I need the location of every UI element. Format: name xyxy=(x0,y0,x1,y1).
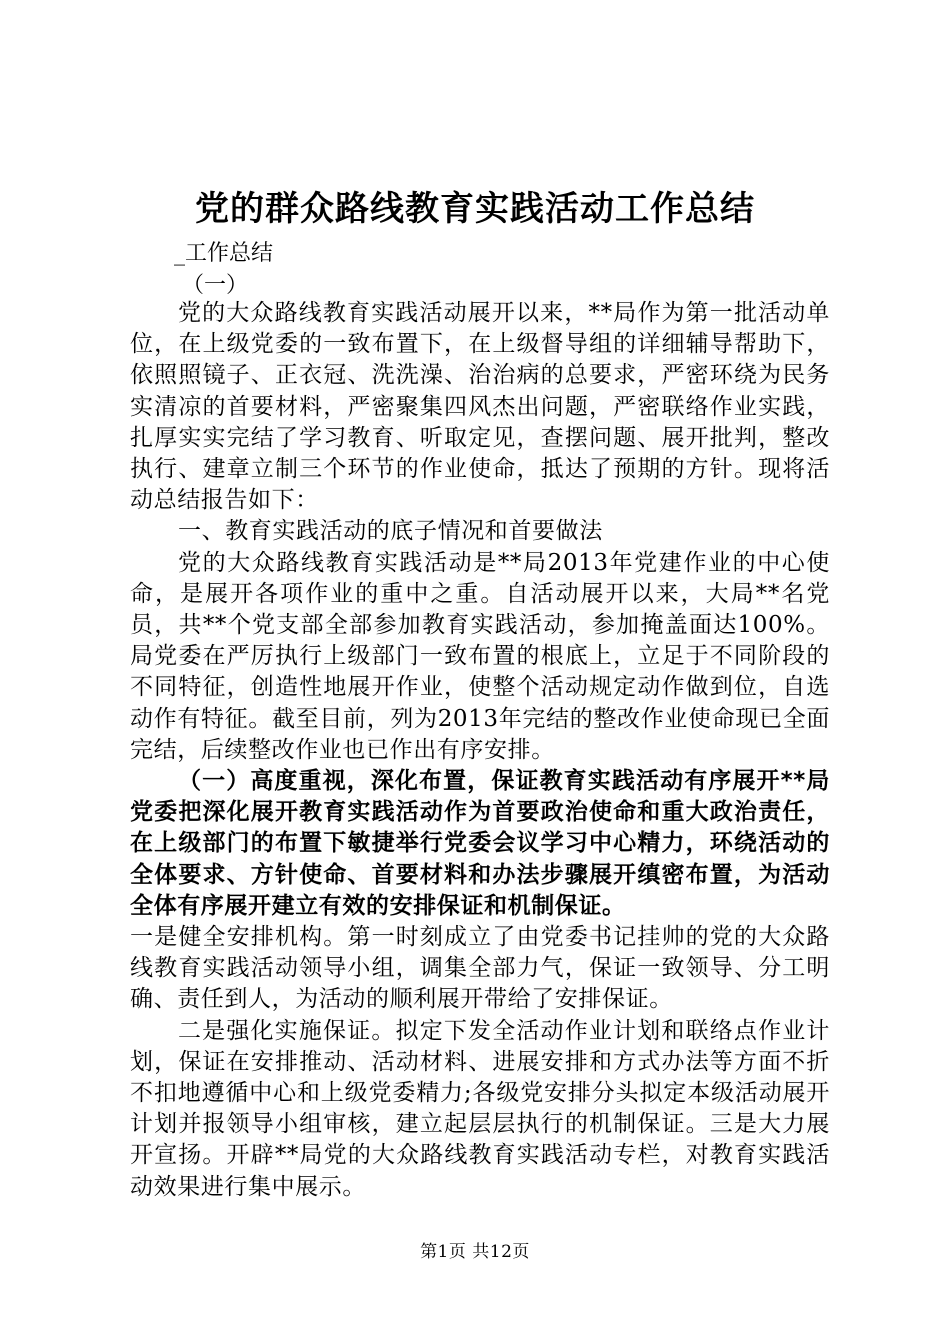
section-heading: 一、教育实践活动的底子情况和首要做法 xyxy=(178,518,603,545)
document-subtitle: _工作总结 xyxy=(174,241,274,266)
document-body xyxy=(130,298,830,1203)
document-title: 党的群众路线教育实践活动工作总结 xyxy=(195,189,755,229)
bold-subsection-paragraph: （一）高度重视，深化布置，保证教育实践活动有序展开**局党委把深化展开教育实践活动作为首要政治使命和重大政治责任，在上级部门的布置下敏捷举行党委会议学习中心精力，环绕活动的全体要求、方针使命、首要材料和办法步骤展开缜密布置，为活动全体有序展开建立有效的安排保证和机制保证。 xyxy=(130,768,830,919)
intro-paragraph: 党的大众路线教育实践活动展开以来，**局作为第一批活动单位，在上级党委的一致布置下，在上级督导组的详细辅导帮助下，依照照镜子、正衣冠、洗洗澡、治治病的总要求，严密环绕为民务实清凉的首要材料，严密聚集四风杰出问题，严密联络作业实践，扎厚实实完结了学习教育、听取定见，查摆问题、展开批判，整改执行、建章立制三个环节的作业使命，抵达了预期的方针。现将活动总结报告如下： xyxy=(130,300,830,514)
body-paragraph: 一是健全安排机构。第一时刻成立了由党委书记挂帅的党的大众路线教育实践活动领导小组，调集全部力气，保证一致领导、分工明确、责任到人，为活动的顺利展开带给了安排保证。 xyxy=(130,924,830,1013)
body-paragraph: 二是强化实施保证。拟定下发全活动作业计划和联络点作业计划，保证在安排推动、活动材料、进展安排和方式办法等方面不折不扣地遵循中心和上级党委精力;各级党安排分头拟定本级活动展开计划并报领导小组审核，建立起层层执行的机制保证。三是大力展开宣扬。开辟**局党的大众路线教育实践活动专栏，对教育实践活动效果进行集中展示。 xyxy=(130,1017,830,1200)
section-marker: （一） xyxy=(182,273,249,298)
body-paragraph: 党的大众路线教育实践活动是**局2013年党建作业的中心使命，是展开各项作业的重中之重。自活动展开以来，大局**名党员，共**个党支部全部参加教育实践活动，参加掩盖面达100%。局党委在严厉执行上级部门一致布置的根底上，立足于不同阶段的不同特征，创造性地展开作业，使整个活动规定动作做到位，自选动作有特征。截至目前，列为2013年完结的整改作业使命现已全面完结，后续整改作业也已作出有序安排。 xyxy=(130,549,830,763)
page-footer: 第1页 共12页 xyxy=(420,1242,530,1262)
